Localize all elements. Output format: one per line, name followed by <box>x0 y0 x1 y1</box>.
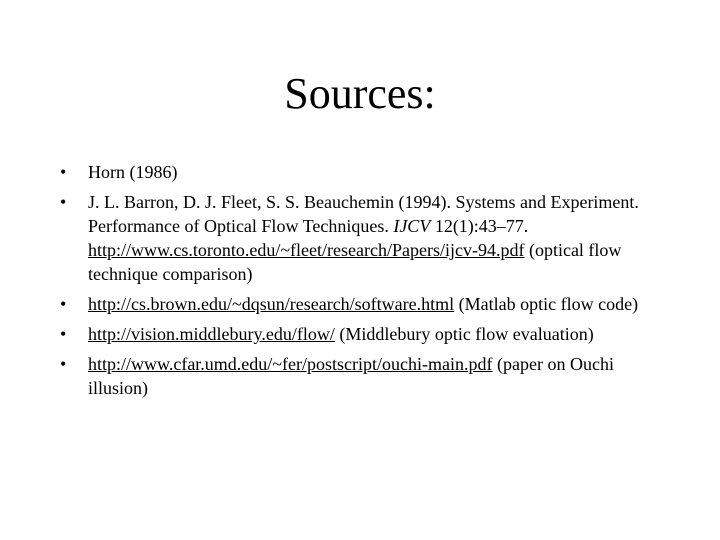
list-item <box>60 352 670 400</box>
list-item <box>60 292 670 316</box>
bullet-icon: • <box>60 192 67 212</box>
source-link[interactable]: http://cs.brown.edu/~dqsun/research/software.html <box>88 294 455 314</box>
list-item <box>60 190 670 286</box>
citation-text: J. L. Barron, D. J. Fleet, S. S. Beauchemin (1994). Systems and Experiment. Performance of Optical Flow Techniques. <box>88 192 639 236</box>
source-note: (Matlab optic flow code) <box>454 294 639 314</box>
sources-list <box>60 160 670 406</box>
journal-name: IJCV <box>393 216 431 236</box>
source-note: (Middlebury optic flow evaluation) <box>334 324 594 344</box>
list-item <box>60 322 670 346</box>
source-text: Horn (1986) <box>88 162 178 182</box>
source-link[interactable]: http://www.cs.toronto.edu/~fleet/research/Papers/ijcv-94.pdf <box>88 240 525 260</box>
source-note: (optical flow technique comparison) <box>88 240 622 284</box>
citation-pages: 12(1):43–77. <box>430 216 529 236</box>
bullet-icon: • <box>60 162 67 182</box>
source-link[interactable]: http://www.cfar.umd.edu/~fer/postscript/ouchi-main.pdf <box>88 354 493 374</box>
bullet-icon: • <box>60 354 67 374</box>
slide-title: Sources: <box>284 69 436 118</box>
source-note: (paper on Ouchi illusion) <box>88 354 614 398</box>
bullet-icon: • <box>60 324 67 344</box>
source-link[interactable]: http://vision.middlebury.edu/flow/ <box>88 324 335 344</box>
bullet-icon: • <box>60 294 67 314</box>
list-item <box>60 160 670 184</box>
